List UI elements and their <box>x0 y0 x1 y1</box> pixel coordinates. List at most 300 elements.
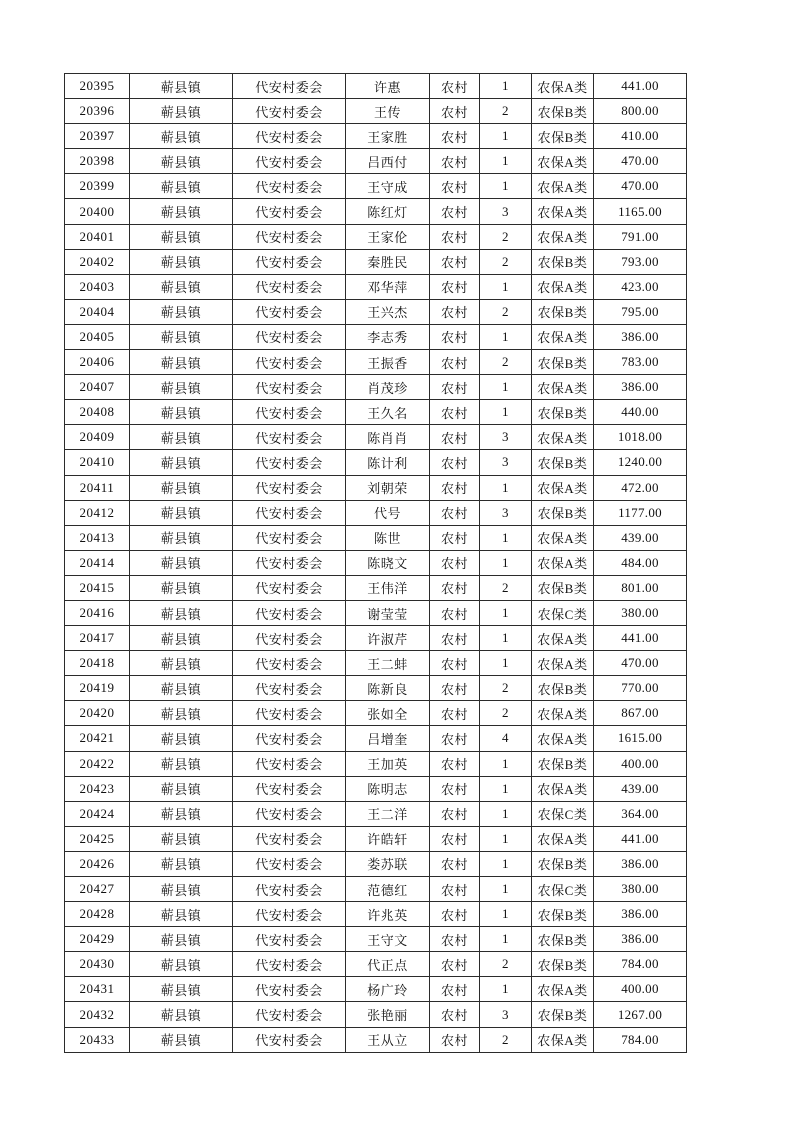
table-row <box>65 877 687 902</box>
table-cell-residence-type: 农村 <box>430 952 480 977</box>
table-cell-amount: 380.00 <box>594 877 687 902</box>
table-cell-town: 蕲县镇 <box>130 651 233 676</box>
table-cell-person-count: 1 <box>480 600 532 625</box>
table-cell-village-committee: 代安村委会 <box>233 99 346 124</box>
table-cell-amount: 472.00 <box>594 475 687 500</box>
table-cell-village-committee: 代安村委会 <box>233 74 346 99</box>
table-row <box>65 751 687 776</box>
table-cell-residence-type: 农村 <box>430 350 480 375</box>
table-cell-insurance-category: 农保A类 <box>532 274 594 299</box>
table-cell-person-name: 王守成 <box>346 174 430 199</box>
table-cell-person-count: 2 <box>480 676 532 701</box>
table-row <box>65 1002 687 1027</box>
table-cell-person-count: 1 <box>480 74 532 99</box>
records-table <box>64 73 687 1053</box>
table-cell-amount: 380.00 <box>594 600 687 625</box>
table-cell-residence-type: 农村 <box>430 425 480 450</box>
table-cell-amount: 386.00 <box>594 851 687 876</box>
table-row <box>65 726 687 751</box>
table-cell-town: 蕲县镇 <box>130 224 233 249</box>
table-cell-insurance-category: 农保B类 <box>532 99 594 124</box>
table-row <box>65 74 687 99</box>
table-cell-village-committee: 代安村委会 <box>233 249 346 274</box>
table-row <box>65 375 687 400</box>
table-cell-person-name: 陈新良 <box>346 676 430 701</box>
table-cell-village-committee: 代安村委会 <box>233 224 346 249</box>
table-cell-town: 蕲县镇 <box>130 676 233 701</box>
table-row <box>65 324 687 349</box>
table-cell-village-committee: 代安村委会 <box>233 751 346 776</box>
table-cell-village-committee: 代安村委会 <box>233 375 346 400</box>
table-cell-amount: 470.00 <box>594 174 687 199</box>
table-cell-person-count: 1 <box>480 751 532 776</box>
table-cell-person-name: 吕增奎 <box>346 726 430 751</box>
table-cell-record-id: 20419 <box>65 676 130 701</box>
table-cell-insurance-category: 农保A类 <box>532 651 594 676</box>
table-cell-town: 蕲县镇 <box>130 174 233 199</box>
table-cell-record-id: 20415 <box>65 575 130 600</box>
table-cell-residence-type: 农村 <box>430 726 480 751</box>
table-cell-person-count: 1 <box>480 124 532 149</box>
table-row <box>65 826 687 851</box>
table-cell-person-count: 1 <box>480 475 532 500</box>
table-cell-village-committee: 代安村委会 <box>233 952 346 977</box>
table-cell-amount: 1177.00 <box>594 500 687 525</box>
table-cell-town: 蕲县镇 <box>130 525 233 550</box>
table-cell-record-id: 20430 <box>65 952 130 977</box>
table-row <box>65 299 687 324</box>
table-cell-insurance-category: 农保A类 <box>532 74 594 99</box>
table-cell-person-count: 1 <box>480 877 532 902</box>
table-row <box>65 902 687 927</box>
table-row <box>65 274 687 299</box>
table-cell-person-name: 范德红 <box>346 877 430 902</box>
table-cell-person-name: 陈计利 <box>346 450 430 475</box>
table-cell-record-id: 20399 <box>65 174 130 199</box>
table-cell-residence-type: 农村 <box>430 776 480 801</box>
table-cell-person-count: 1 <box>480 977 532 1002</box>
table-cell-town: 蕲县镇 <box>130 500 233 525</box>
table-cell-amount: 364.00 <box>594 801 687 826</box>
table-cell-insurance-category: 农保B类 <box>532 751 594 776</box>
table-cell-residence-type: 农村 <box>430 74 480 99</box>
table-cell-record-id: 20422 <box>65 751 130 776</box>
table-cell-record-id: 20397 <box>65 124 130 149</box>
table-cell-insurance-category: 农保C类 <box>532 877 594 902</box>
table-cell-village-committee: 代安村委会 <box>233 350 346 375</box>
table-cell-insurance-category: 农保A类 <box>532 1027 594 1052</box>
table-cell-amount: 400.00 <box>594 751 687 776</box>
table-cell-amount: 423.00 <box>594 274 687 299</box>
table-cell-residence-type: 农村 <box>430 826 480 851</box>
table-cell-person-count: 3 <box>480 199 532 224</box>
table-cell-record-id: 20408 <box>65 400 130 425</box>
table-row <box>65 249 687 274</box>
table-cell-record-id: 20412 <box>65 500 130 525</box>
table-cell-insurance-category: 农保B类 <box>532 400 594 425</box>
table-cell-record-id: 20416 <box>65 600 130 625</box>
table-cell-person-name: 王伟洋 <box>346 575 430 600</box>
table-cell-person-count: 1 <box>480 776 532 801</box>
table-cell-record-id: 20429 <box>65 927 130 952</box>
table-cell-village-committee: 代安村委会 <box>233 726 346 751</box>
table-cell-village-committee: 代安村委会 <box>233 475 346 500</box>
table-cell-village-committee: 代安村委会 <box>233 500 346 525</box>
table-row <box>65 776 687 801</box>
table-cell-record-id: 20404 <box>65 299 130 324</box>
table-cell-person-name: 许惠 <box>346 74 430 99</box>
table-cell-town: 蕲县镇 <box>130 475 233 500</box>
table-cell-residence-type: 农村 <box>430 450 480 475</box>
table-cell-residence-type: 农村 <box>430 927 480 952</box>
table-cell-town: 蕲县镇 <box>130 249 233 274</box>
table-cell-record-id: 20432 <box>65 1002 130 1027</box>
table-cell-person-count: 2 <box>480 99 532 124</box>
table-cell-record-id: 20433 <box>65 1027 130 1052</box>
table-cell-village-committee: 代安村委会 <box>233 525 346 550</box>
table-cell-person-count: 2 <box>480 224 532 249</box>
table-cell-record-id: 20396 <box>65 99 130 124</box>
table-cell-amount: 441.00 <box>594 626 687 651</box>
table-row <box>65 500 687 525</box>
table-cell-village-committee: 代安村委会 <box>233 575 346 600</box>
table-cell-village-committee: 代安村委会 <box>233 977 346 1002</box>
table-row <box>65 977 687 1002</box>
table-cell-insurance-category: 农保B类 <box>532 350 594 375</box>
table-cell-person-name: 许兆英 <box>346 902 430 927</box>
table-row <box>65 676 687 701</box>
table-cell-amount: 439.00 <box>594 525 687 550</box>
table-cell-residence-type: 农村 <box>430 851 480 876</box>
table-cell-town: 蕲县镇 <box>130 902 233 927</box>
table-cell-person-count: 3 <box>480 450 532 475</box>
table-cell-village-committee: 代安村委会 <box>233 1027 346 1052</box>
table-cell-residence-type: 农村 <box>430 249 480 274</box>
table-cell-person-name: 王兴杰 <box>346 299 430 324</box>
table-cell-amount: 386.00 <box>594 324 687 349</box>
table-cell-residence-type: 农村 <box>430 600 480 625</box>
table-row <box>65 199 687 224</box>
table-cell-insurance-category: 农保B类 <box>532 500 594 525</box>
table-cell-amount: 770.00 <box>594 676 687 701</box>
table-cell-residence-type: 农村 <box>430 475 480 500</box>
table-cell-insurance-category: 农保B类 <box>532 927 594 952</box>
table-cell-person-count: 1 <box>480 550 532 575</box>
table-cell-village-committee: 代安村委会 <box>233 801 346 826</box>
table-cell-amount: 795.00 <box>594 299 687 324</box>
table-cell-village-committee: 代安村委会 <box>233 676 346 701</box>
table-cell-insurance-category: 农保A类 <box>532 626 594 651</box>
table-cell-town: 蕲县镇 <box>130 626 233 651</box>
table-cell-residence-type: 农村 <box>430 801 480 826</box>
table-cell-residence-type: 农村 <box>430 199 480 224</box>
table-cell-town: 蕲县镇 <box>130 550 233 575</box>
table-cell-record-id: 20410 <box>65 450 130 475</box>
table-cell-amount: 470.00 <box>594 149 687 174</box>
table-cell-record-id: 20426 <box>65 851 130 876</box>
table-cell-residence-type: 农村 <box>430 676 480 701</box>
table-cell-residence-type: 农村 <box>430 324 480 349</box>
table-cell-town: 蕲县镇 <box>130 927 233 952</box>
table-cell-town: 蕲县镇 <box>130 977 233 1002</box>
table-cell-amount: 800.00 <box>594 99 687 124</box>
table-cell-insurance-category: 农保B类 <box>532 124 594 149</box>
table-cell-record-id: 20409 <box>65 425 130 450</box>
table-cell-record-id: 20401 <box>65 224 130 249</box>
table-cell-person-count: 2 <box>480 350 532 375</box>
table-cell-residence-type: 农村 <box>430 525 480 550</box>
table-cell-person-name: 陈肖肖 <box>346 425 430 450</box>
table-cell-village-committee: 代安村委会 <box>233 450 346 475</box>
table-cell-person-name: 许淑芹 <box>346 626 430 651</box>
table-cell-person-name: 陈红灯 <box>346 199 430 224</box>
table-cell-person-name: 王二洋 <box>346 801 430 826</box>
table-cell-insurance-category: 农保C类 <box>532 600 594 625</box>
table-cell-record-id: 20413 <box>65 525 130 550</box>
table-cell-person-count: 3 <box>480 425 532 450</box>
table-cell-insurance-category: 农保A类 <box>532 701 594 726</box>
table-cell-town: 蕲县镇 <box>130 274 233 299</box>
table-cell-record-id: 20428 <box>65 902 130 927</box>
table-cell-residence-type: 农村 <box>430 1027 480 1052</box>
table-cell-village-committee: 代安村委会 <box>233 1002 346 1027</box>
table-cell-residence-type: 农村 <box>430 400 480 425</box>
table-cell-village-committee: 代安村委会 <box>233 927 346 952</box>
table-cell-person-name: 张艳丽 <box>346 1002 430 1027</box>
table-cell-town: 蕲县镇 <box>130 826 233 851</box>
table-row <box>65 651 687 676</box>
table-row <box>65 425 687 450</box>
table-cell-person-name: 陈明志 <box>346 776 430 801</box>
table-cell-town: 蕲县镇 <box>130 74 233 99</box>
table-cell-amount: 783.00 <box>594 350 687 375</box>
table-cell-person-name: 王家胜 <box>346 124 430 149</box>
table-cell-town: 蕲县镇 <box>130 199 233 224</box>
table-cell-person-count: 1 <box>480 375 532 400</box>
table-cell-person-count: 2 <box>480 701 532 726</box>
table-cell-town: 蕲县镇 <box>130 350 233 375</box>
table-cell-town: 蕲县镇 <box>130 726 233 751</box>
table-row <box>65 626 687 651</box>
table-cell-person-count: 2 <box>480 249 532 274</box>
table-cell-residence-type: 农村 <box>430 149 480 174</box>
table-cell-amount: 439.00 <box>594 776 687 801</box>
table-cell-record-id: 20411 <box>65 475 130 500</box>
table-cell-insurance-category: 农保A类 <box>532 776 594 801</box>
table-cell-record-id: 20420 <box>65 701 130 726</box>
table-cell-amount: 386.00 <box>594 375 687 400</box>
table-cell-town: 蕲县镇 <box>130 575 233 600</box>
table-cell-insurance-category: 农保B类 <box>532 299 594 324</box>
table-cell-record-id: 20395 <box>65 74 130 99</box>
table-cell-residence-type: 农村 <box>430 99 480 124</box>
table-cell-amount: 386.00 <box>594 927 687 952</box>
table-cell-record-id: 20417 <box>65 626 130 651</box>
table-cell-amount: 784.00 <box>594 952 687 977</box>
table-cell-record-id: 20400 <box>65 199 130 224</box>
table-cell-person-count: 2 <box>480 299 532 324</box>
table-cell-residence-type: 农村 <box>430 274 480 299</box>
table-cell-record-id: 20418 <box>65 651 130 676</box>
table-cell-amount: 1165.00 <box>594 199 687 224</box>
table-row <box>65 99 687 124</box>
table-cell-amount: 470.00 <box>594 651 687 676</box>
table-row <box>65 149 687 174</box>
table-cell-town: 蕲县镇 <box>130 324 233 349</box>
table-cell-insurance-category: 农保B类 <box>532 1002 594 1027</box>
table-cell-amount: 386.00 <box>594 902 687 927</box>
table-row <box>65 600 687 625</box>
table-cell-village-committee: 代安村委会 <box>233 826 346 851</box>
table-cell-town: 蕲县镇 <box>130 1027 233 1052</box>
table-cell-record-id: 20424 <box>65 801 130 826</box>
table-cell-residence-type: 农村 <box>430 751 480 776</box>
table-row <box>65 701 687 726</box>
table-cell-person-name: 王久名 <box>346 400 430 425</box>
records-table-body <box>65 74 687 1053</box>
table-row <box>65 174 687 199</box>
table-cell-village-committee: 代安村委会 <box>233 324 346 349</box>
table-cell-person-count: 4 <box>480 726 532 751</box>
table-row <box>65 400 687 425</box>
table-cell-amount: 441.00 <box>594 826 687 851</box>
table-cell-person-name: 娄苏联 <box>346 851 430 876</box>
table-cell-insurance-category: 农保A类 <box>532 174 594 199</box>
table-cell-residence-type: 农村 <box>430 500 480 525</box>
table-cell-town: 蕲县镇 <box>130 450 233 475</box>
table-row <box>65 124 687 149</box>
table-row <box>65 927 687 952</box>
table-cell-insurance-category: 农保B类 <box>532 575 594 600</box>
table-row <box>65 475 687 500</box>
table-cell-amount: 791.00 <box>594 224 687 249</box>
table-cell-village-committee: 代安村委会 <box>233 902 346 927</box>
table-cell-town: 蕲县镇 <box>130 600 233 625</box>
table-cell-town: 蕲县镇 <box>130 776 233 801</box>
table-cell-insurance-category: 农保B类 <box>532 249 594 274</box>
table-cell-residence-type: 农村 <box>430 575 480 600</box>
table-row <box>65 550 687 575</box>
table-cell-record-id: 20402 <box>65 249 130 274</box>
table-cell-town: 蕲县镇 <box>130 375 233 400</box>
table-cell-town: 蕲县镇 <box>130 877 233 902</box>
table-cell-record-id: 20423 <box>65 776 130 801</box>
table-cell-insurance-category: 农保A类 <box>532 324 594 349</box>
table-cell-person-count: 3 <box>480 1002 532 1027</box>
table-cell-person-name: 王二蚌 <box>346 651 430 676</box>
table-cell-insurance-category: 农保B类 <box>532 450 594 475</box>
table-cell-residence-type: 农村 <box>430 375 480 400</box>
table-cell-village-committee: 代安村委会 <box>233 274 346 299</box>
table-cell-residence-type: 农村 <box>430 124 480 149</box>
table-cell-insurance-category: 农保A类 <box>532 425 594 450</box>
table-cell-town: 蕲县镇 <box>130 149 233 174</box>
table-cell-insurance-category: 农保A类 <box>532 977 594 1002</box>
table-cell-insurance-category: 农保B类 <box>532 851 594 876</box>
table-cell-town: 蕲县镇 <box>130 400 233 425</box>
table-cell-amount: 784.00 <box>594 1027 687 1052</box>
table-cell-person-name: 杨广玲 <box>346 977 430 1002</box>
table-cell-person-name: 邓华萍 <box>346 274 430 299</box>
table-cell-amount: 1267.00 <box>594 1002 687 1027</box>
table-cell-insurance-category: 农保B类 <box>532 676 594 701</box>
table-cell-person-name: 王加英 <box>346 751 430 776</box>
table-cell-amount: 484.00 <box>594 550 687 575</box>
table-cell-insurance-category: 农保A类 <box>532 199 594 224</box>
table-cell-residence-type: 农村 <box>430 701 480 726</box>
table-cell-person-name: 王振香 <box>346 350 430 375</box>
table-cell-insurance-category: 农保A类 <box>532 550 594 575</box>
table-cell-residence-type: 农村 <box>430 651 480 676</box>
table-cell-insurance-category: 农保B类 <box>532 902 594 927</box>
table-cell-village-committee: 代安村委会 <box>233 425 346 450</box>
table-cell-residence-type: 农村 <box>430 550 480 575</box>
table-cell-person-count: 3 <box>480 500 532 525</box>
table-cell-insurance-category: 农保B类 <box>532 952 594 977</box>
table-cell-village-committee: 代安村委会 <box>233 174 346 199</box>
table-cell-town: 蕲县镇 <box>130 99 233 124</box>
table-cell-person-name: 陈世 <box>346 525 430 550</box>
table-row <box>65 851 687 876</box>
table-row <box>65 224 687 249</box>
table-cell-person-count: 1 <box>480 149 532 174</box>
table-cell-person-name: 李志秀 <box>346 324 430 349</box>
table-cell-person-name: 秦胜民 <box>346 249 430 274</box>
table-cell-person-count: 1 <box>480 626 532 651</box>
table-cell-person-name: 陈晓文 <box>346 550 430 575</box>
table-cell-record-id: 20427 <box>65 877 130 902</box>
table-cell-residence-type: 农村 <box>430 977 480 1002</box>
table-cell-town: 蕲县镇 <box>130 801 233 826</box>
table-cell-record-id: 20425 <box>65 826 130 851</box>
table-cell-record-id: 20403 <box>65 274 130 299</box>
table-row <box>65 525 687 550</box>
table-cell-village-committee: 代安村委会 <box>233 877 346 902</box>
table-cell-village-committee: 代安村委会 <box>233 651 346 676</box>
table-cell-person-count: 2 <box>480 952 532 977</box>
table-cell-town: 蕲县镇 <box>130 299 233 324</box>
table-cell-village-committee: 代安村委会 <box>233 400 346 425</box>
table-cell-village-committee: 代安村委会 <box>233 851 346 876</box>
table-cell-village-committee: 代安村委会 <box>233 199 346 224</box>
table-cell-record-id: 20405 <box>65 324 130 349</box>
table-row <box>65 1027 687 1052</box>
table-cell-town: 蕲县镇 <box>130 701 233 726</box>
table-cell-person-name: 王传 <box>346 99 430 124</box>
table-cell-village-committee: 代安村委会 <box>233 776 346 801</box>
table-cell-insurance-category: 农保A类 <box>532 475 594 500</box>
table-cell-person-count: 1 <box>480 274 532 299</box>
table-cell-person-name: 张如全 <box>346 701 430 726</box>
table-cell-residence-type: 农村 <box>430 1002 480 1027</box>
table-cell-person-name: 刘朝荣 <box>346 475 430 500</box>
table-cell-amount: 867.00 <box>594 701 687 726</box>
table-cell-record-id: 20421 <box>65 726 130 751</box>
table-cell-person-name: 王守文 <box>346 927 430 952</box>
table-cell-residence-type: 农村 <box>430 626 480 651</box>
table-cell-insurance-category: 农保A类 <box>532 375 594 400</box>
table-cell-person-name: 代正点 <box>346 952 430 977</box>
table-cell-person-count: 2 <box>480 575 532 600</box>
table-cell-village-committee: 代安村委会 <box>233 626 346 651</box>
table-cell-record-id: 20414 <box>65 550 130 575</box>
table-cell-amount: 1615.00 <box>594 726 687 751</box>
table-cell-person-count: 1 <box>480 927 532 952</box>
table-cell-person-name: 代号 <box>346 500 430 525</box>
table-cell-insurance-category: 农保A类 <box>532 525 594 550</box>
table-cell-insurance-category: 农保C类 <box>532 801 594 826</box>
table-cell-record-id: 20406 <box>65 350 130 375</box>
